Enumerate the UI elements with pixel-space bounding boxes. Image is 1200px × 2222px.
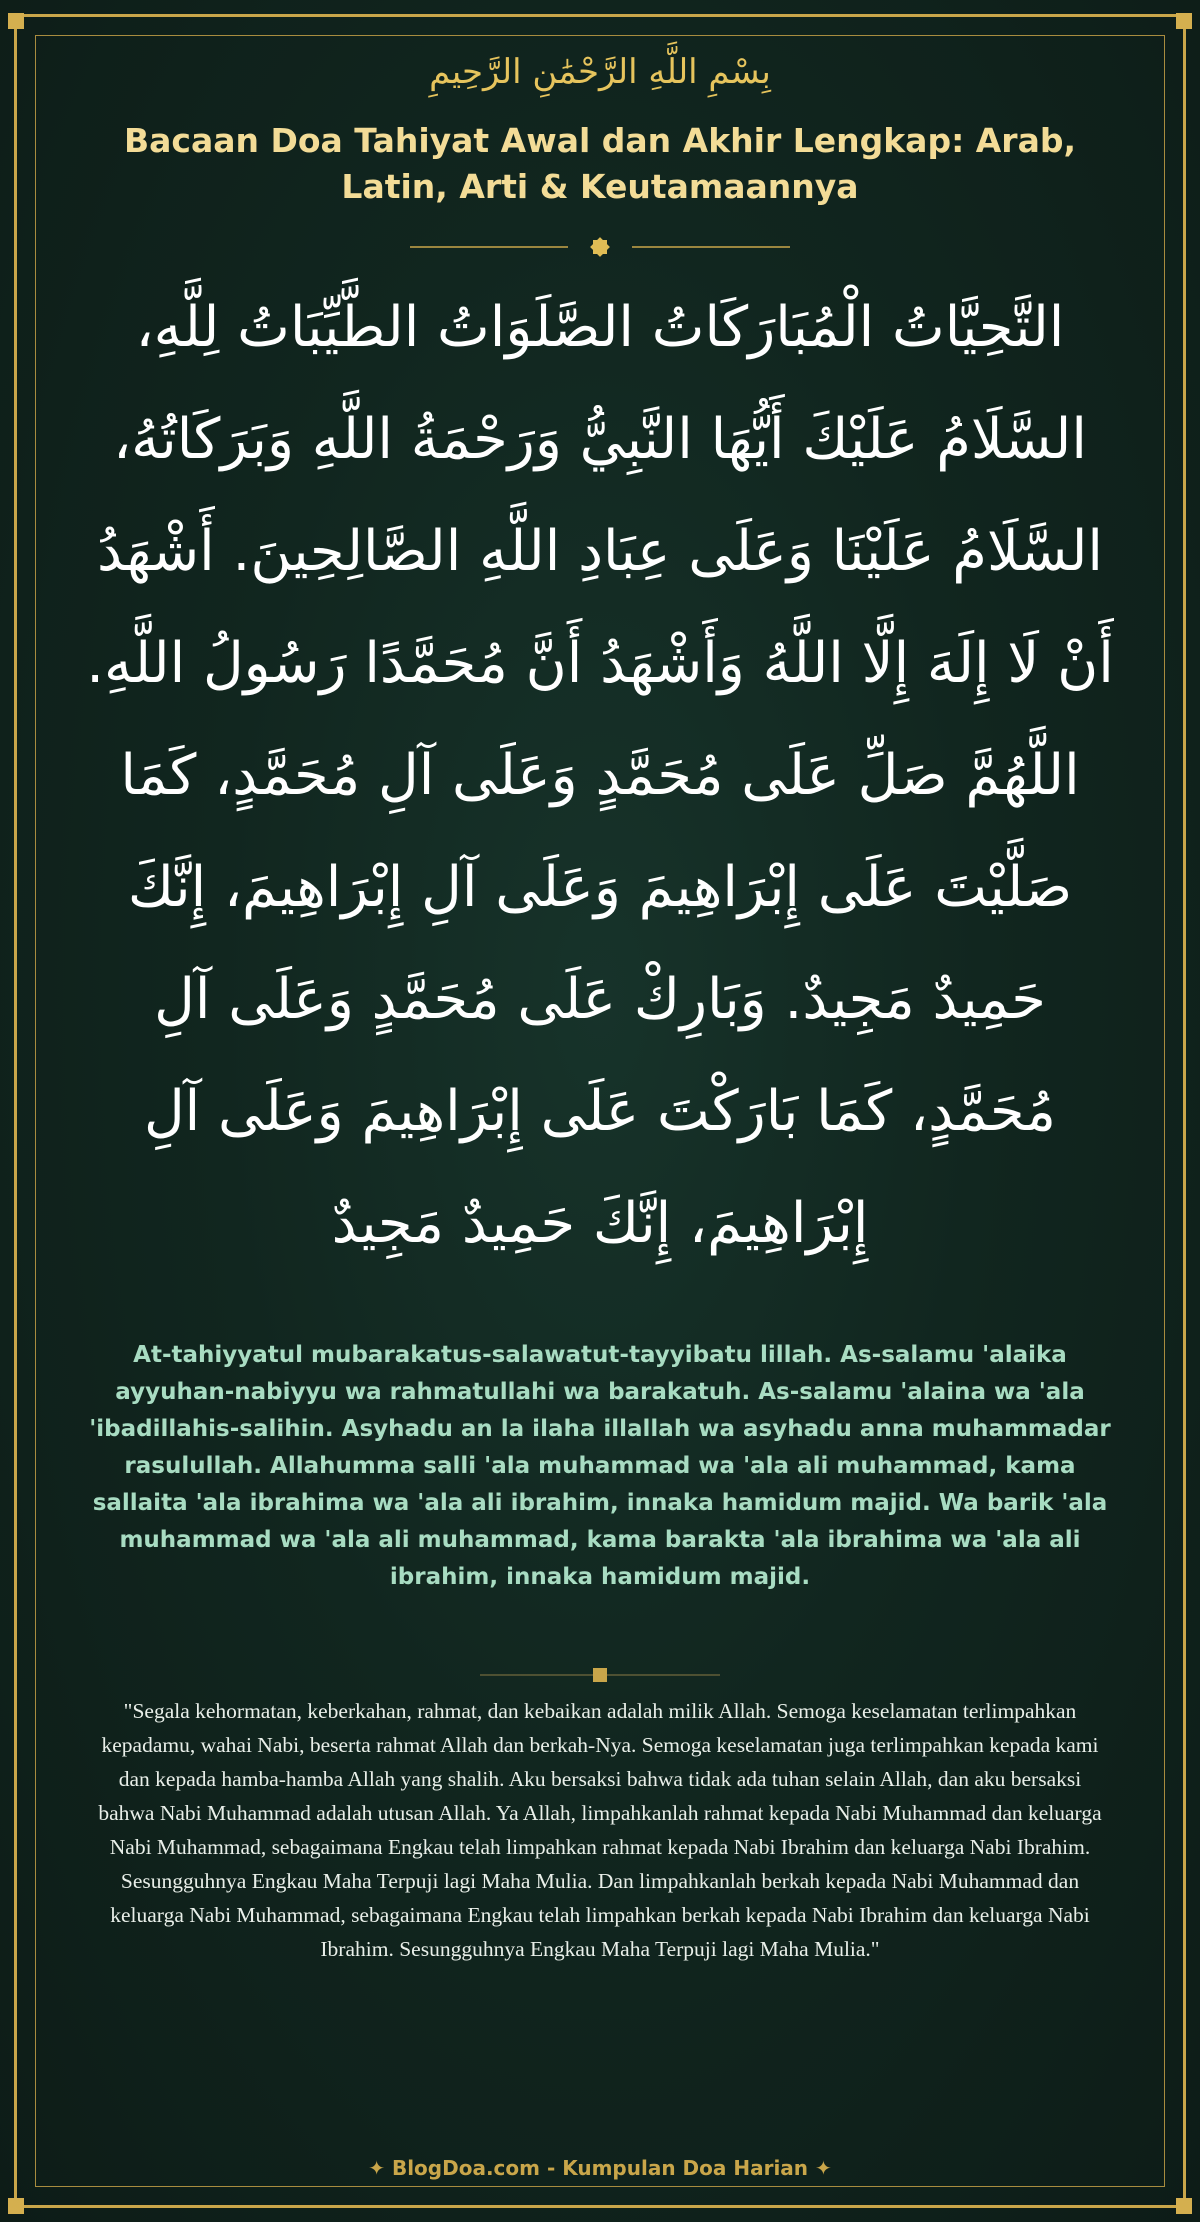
indonesian-translation: "Segala kehormatan, keberkahan, rahmat, dan kebaikan adalah milik Allah. Semoga keselamatan terlimpahkan kepadamu, wahai Nabi, beserta rahmat Allah dan berkah-Nya. Semoga keselamatan juga terlimpahkan kepada kami dan kepada hamba-hamba Allah yang shalih. Aku bersaksi bahwa tidak ada tuhan selain Allah, dan aku bersaksi bahwa Nabi Muhammad adalah utusan Allah. Ya Allah, limpahkanlah rahmat kepada Nabi Muhammad dan keluarga Nabi Muhammad, sebagaimana Engkau telah limpahkan rahmat kepada Nabi Ibrahim dan keluarga Nabi Ibrahim. Sesungguhnya Engkau Maha Terpuji lagi Maha Mulia. Dan limpahkanlah berkah kepada Nabi Muhammad dan keluarga Nabi Muhammad, sebagaimana Engkau telah limpahkan berkah kepada Nabi Ibrahim dan keluarga Nabi Ibrahim. Sesungguhnya Engkau Maha Terpuji lagi Maha Mulia." bbox=[98, 1699, 1102, 1961]
page-title: Bacaan Doa Tahiyat Awal dan Akhir Lengkap: Arab, Latin, Arti & Keutamaannya bbox=[123, 121, 1076, 206]
small-divider bbox=[60, 1663, 1140, 1687]
footer-credit: ✦ BlogDoa.com - Kumpulan Doa Harian ✦ bbox=[368, 2156, 832, 2180]
arabic-prayer-text: التَّحِيَّاتُ الْمُبَارَكَاتُ الصَّلَوَاتُ الطَّيِّبَاتُ لِلَّهِ، السَّلَامُ عَلَيْكَ أَيُّهَا النَّبِيُّ وَرَحْمَةُ اللَّهِ وَبَرَكَاتُهُ، السَّلَامُ عَلَيْنَا وَعَلَى عِبَادِ اللَّهِ الصَّالِحِينَ. أَشْهَدُ أَنْ لَا إِلَهَ إِلَّا اللَّهُ وَأَشْهَدُ أَنَّ مُحَمَّدًا رَسُولُ اللَّهِ. اللَّهُمَّ صَلِّ عَلَى مُحَمَّدٍ وَعَلَى آلِ مُحَمَّدٍ، كَمَا صَلَّيْتَ عَلَى إِبْرَاهِيمَ وَعَلَى آلِ إِبْرَاهِيمَ، إِنَّكَ حَمِيدٌ مَجِيدٌ. وَبَارِكْ عَلَى مُحَمَّدٍ وَعَلَى آلِ مُحَمَّدٍ، كَمَا بَارَكْتَ عَلَى إِبْرَاهِيمَ وَعَلَى آلِ إِبْرَاهِيمَ، إِنَّكَ حَمِيدٌ مَجِيدٌ bbox=[86, 295, 1114, 1256]
square-divider-icon bbox=[480, 1663, 720, 1687]
corner-ornament-icon bbox=[1176, 13, 1192, 29]
octagram-divider-icon bbox=[410, 235, 790, 259]
corner-ornament-icon bbox=[8, 2198, 24, 2214]
basmalah-heading: بِسْمِ اللَّهِ الرَّحْمَٰنِ الرَّحِيمِ bbox=[429, 52, 771, 92]
latin-transliteration: At-tahiyyatul mubarakatus-salawatut-tayyibatu lillah. As-salamu 'alaika ayyuhan-nabiyyu wa rahmatullahi wa barakatuh. As-salamu 'alaina wa 'ala 'ibadillahis-salihin. Asyhadu an la ilaha illallah wa asyhadu anna muhammadar rasulullah. Allahumma salli 'ala muhammad wa 'ala ali muhammad, kama sallaita 'ala ibrahima wa 'ala ali ibrahim, innaka hamidum majid. Wa barik 'ala muhammad wa 'ala ali muhammad, kama barakta 'ala ibrahima wa 'ala ali ibrahim, innaka hamidum majid. bbox=[89, 1342, 1111, 1590]
corner-ornament-icon bbox=[8, 13, 24, 29]
corner-ornament-icon bbox=[1176, 2198, 1192, 2214]
ornament-divider bbox=[60, 235, 1140, 259]
